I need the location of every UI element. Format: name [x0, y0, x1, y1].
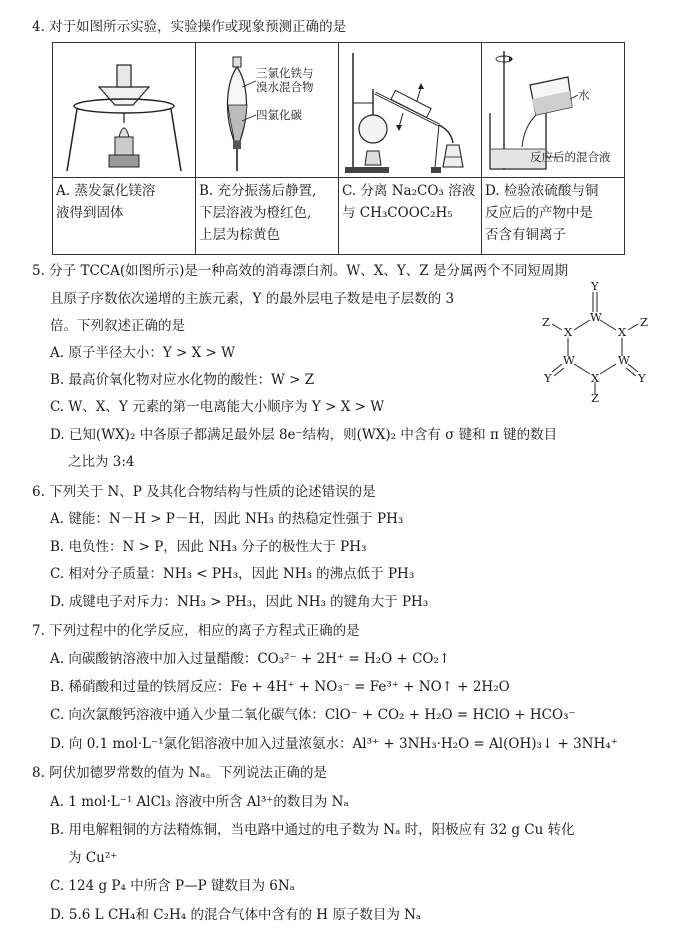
q5-option-d-1: D. 已知(WX)₂ 中各原子都满足最外层 8e⁻结构，则(WX)₂ 中含有 σ 键和 π 键的数目 [50, 427, 558, 443]
q5-option-c: C. W、X、Y 元素的第一电离能大小顺序为 Y > X > W [50, 399, 385, 415]
q7-option-a: A. 向碳酸钠溶液中加入过量醋酸：CO₃²⁻ + 2H⁺ = H₂O + CO₂↑ [50, 651, 451, 667]
tcca-bonds-icon [538, 284, 658, 404]
q6-option-b: B. 电负性：N > P，因此 NH₃ 分子的极性大于 PH₃ [50, 539, 367, 555]
q5-option-a: A. 原子半径大小：Y > X > W [50, 345, 236, 361]
q4-option-a: A. 蒸发氯化镁溶 液得到固体 [53, 178, 196, 255]
q6-option-a: A. 键能：N－H > P－H，因此 NH₃ 的热稳定性强于 PH₃ [50, 511, 404, 527]
q7-stem: 7. 下列过程中的化学反应，相应的离子方程式正确的是 [32, 623, 360, 639]
label-ccl4: 四氯化碳 [256, 108, 302, 122]
q8-stem: 8. 阿伏加德罗常数的值为 Nₐ。下列说法正确的是 [32, 765, 327, 781]
atom-z-right: Z [640, 315, 648, 329]
atom-w-right: W [618, 353, 630, 367]
q5-stem-3: 倍。下列叙述正确的是 [50, 318, 185, 334]
q5-stem-2: 且原子序数依次递增的主族元素，Y 的最外层电子数是电子层数的 3 [50, 291, 455, 307]
q6-option-c: C. 相对分子质量：NH₃ < PH₃，因此 NH₃ 的沸点低于 PH₃ [50, 566, 415, 582]
q5-option-b: B. 最高价氧化物对应水化物的酸性：W > Z [50, 372, 315, 388]
q4-figure-b [196, 43, 339, 178]
q8-option-c: C. 124 g P₄ 中所含 P—P 键数目为 6Nₐ [50, 878, 295, 894]
atom-x-left: X [564, 325, 573, 339]
atom-w-left: W [563, 353, 575, 367]
distillation-apparatus-icon [339, 43, 481, 177]
q5-option-d-2: 之比为 3:4 [68, 454, 135, 470]
q7-option-d: D. 向 0.1 mol·L⁻¹氯化铝溶液中加入过量浓氨水：Al³⁺ + 3NH₃·H₂O = Al(OH)₃↓ + 3NH₄⁺ [50, 736, 618, 752]
atom-y-right: Y [638, 371, 646, 385]
tcca-structure [538, 279, 658, 405]
q7-option-b: B. 稀硝酸和过量的铁屑反应：Fe + 4H⁺ + NO₃⁻ = Fe³⁺ + NO↑ + 2H₂O [50, 679, 510, 695]
q5-stem-1: 5. 分子 TCCA(如图所示)是一种高效的消毒漂白剂。W、X、Y、Z 是分属两个不同短周期 [32, 263, 568, 279]
q4-figure-d [482, 43, 625, 178]
q4-figure-c [339, 43, 482, 178]
q4-experiment-table [52, 42, 625, 255]
q8-option-b-2: 为 Cu²⁺ [68, 850, 118, 866]
atom-x-right: X [618, 325, 627, 339]
atom-x-bottom: X [591, 371, 600, 385]
q7-option-c: C. 向次氯酸钙溶液中通入少量二氧化碳气体：ClO⁻ + CO₂ + H₂O = HClO + HCO₃⁻ [50, 707, 576, 723]
label-reaction-mixture: 反应后的混合液 [530, 150, 611, 164]
q4-stem: 4. 对于如图所示实验，实验操作或现象预测正确的是 [32, 19, 347, 35]
q8-option-b-1: B. 用电解粗铜的方法精炼铜，当电路中通过的电子数为 Nₐ 时，阳极应有 32 g Cu 转化 [50, 822, 575, 838]
q8-option-a: A. 1 mol·L⁻¹ AlCl₃ 溶液中所含 Al³⁺的数目为 Nₐ [50, 794, 349, 810]
label-water: 水 [578, 88, 590, 102]
q4-option-d: D. 检验浓硫酸与铜 反应后的产物中是 否含有铜离子 [482, 178, 625, 255]
atom-z-left: Z [542, 315, 550, 329]
atom-y-left: Y [544, 371, 552, 385]
q4-option-b: B. 充分振荡后静置, 下层溶液为橙红色, 上层为棕黄色 [196, 178, 339, 255]
label-fecl3-bromine-2: 溴水混合物 [256, 80, 314, 94]
q8-option-d: D. 5.6 L CH₄和 C₂H₄ 的混合气体中含有的 H 原子数目为 Nₐ [50, 907, 422, 923]
evaporation-apparatus-icon [53, 43, 195, 177]
q4-figure-a [53, 43, 196, 178]
atom-z-bottom: Z [591, 391, 599, 405]
label-fecl3-bromine-1: 三氯化铁与 [256, 66, 314, 80]
q6-stem: 6. 下列关于 N、P 及其化合物结构与性质的论述错误的是 [32, 484, 376, 500]
q6-option-d: D. 成键电子对斥力：NH₃ > PH₃，因此 NH₃ 的键角大于 PH₃ [50, 594, 429, 610]
q4-option-c: C. 分离 Na₂CO₃ 溶液 与 CH₃COOC₂H₅ [339, 178, 482, 255]
atom-y-top: Y [591, 279, 599, 293]
atom-w-top: W [590, 310, 602, 324]
